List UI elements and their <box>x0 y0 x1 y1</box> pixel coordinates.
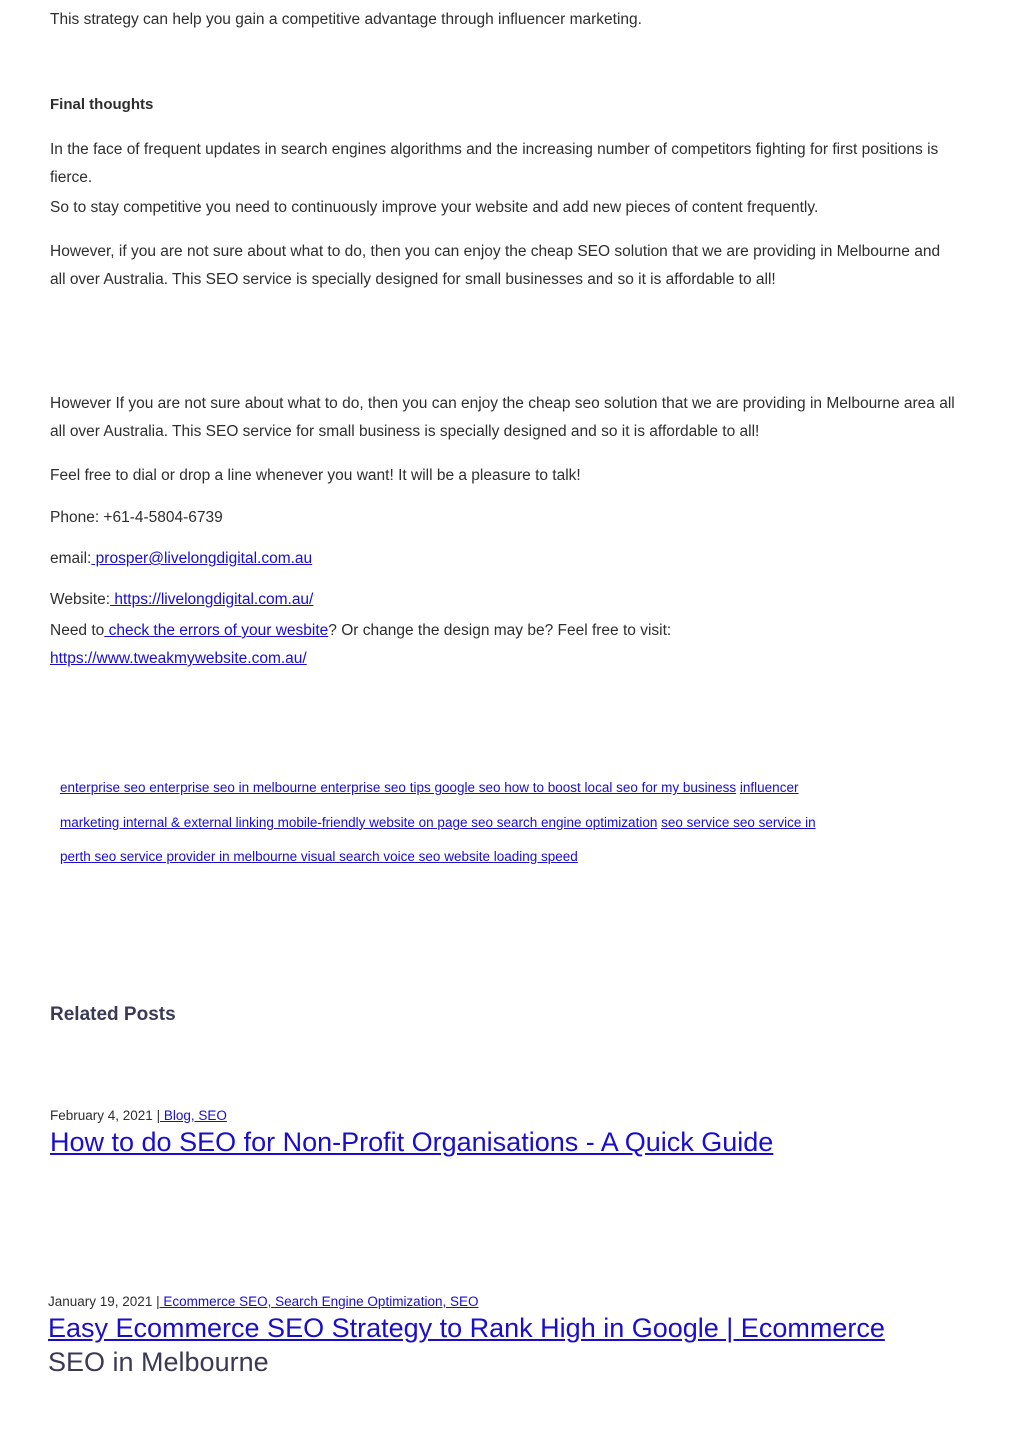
tag-link-influencer[interactable]: influencer <box>739 780 799 795</box>
website-label: Website: <box>50 591 111 608</box>
post-title-rest: SEO in Melbourne <box>48 1347 269 1377</box>
tag-link-group-2[interactable]: marketing internal & external linking mobile-friendly website on page seo search engine optimization <box>60 814 658 830</box>
tag-link-seo-service[interactable]: seo service seo service in <box>661 814 816 830</box>
post-title-link[interactable]: Easy Ecommerce SEO Strategy to Rank High in Google | Ecommerce <box>48 1313 885 1343</box>
contact-phone: Phone: +61-4-5804-6739 <box>50 509 223 526</box>
post-meta <box>48 1294 928 1309</box>
tag-line-2 <box>60 806 920 841</box>
contact-website-line <box>50 586 950 614</box>
paragraph-feel-free: Feel free to dial or drop a line whenever you want! It will be a pleasure to talk! <box>50 467 581 484</box>
post-categories-link[interactable]: Ecommerce SEO, Search Engine Optimization, SEO <box>159 1294 479 1309</box>
post-categories-link[interactable]: Blog, SEO <box>160 1108 227 1123</box>
tag-line-1 <box>60 771 920 806</box>
post-meta <box>50 1108 950 1123</box>
tweakmywebsite-link[interactable]: https://www.tweakmywebsite.com.au/ <box>50 650 307 667</box>
related-post-1 <box>50 1108 950 1159</box>
check-errors-link[interactable]: check the errors of your wesbite <box>104 622 329 639</box>
related-post-2 <box>48 1294 928 1379</box>
intro-tail-text: This strategy can help you gain a competitive advantage through influencer marketing. <box>50 11 642 28</box>
need-suffix: ? Or change the design may be? Feel free to visit: <box>328 622 672 639</box>
tag-cloud <box>60 771 920 875</box>
paragraph-stay-competitive: So to stay competitive you need to continuously improve your website and add new pieces of content frequently. <box>50 199 819 216</box>
post-title <box>48 1311 928 1379</box>
check-errors-line <box>50 617 950 673</box>
tag-link-group-3[interactable]: perth seo service provider in melbourne visual search voice seo website loading speed <box>60 849 578 864</box>
post-title <box>50 1125 950 1159</box>
post-title-link[interactable]: How to do SEO for Non-Profit Organisations - A Quick Guide <box>50 1127 774 1157</box>
related-posts-heading: Related Posts <box>50 1004 176 1025</box>
need-prefix: Need to <box>50 622 105 639</box>
website-link[interactable]: https://livelongdigital.com.au/ <box>110 591 314 608</box>
contact-email-line <box>50 545 950 573</box>
post-date: February 4, 2021 | <box>50 1108 161 1123</box>
tag-link-group-1[interactable]: enterprise seo enterprise seo in melbourne enterprise seo tips google seo how to boost local seo for my business <box>60 780 737 795</box>
final-thoughts-heading: Final thoughts <box>50 96 154 113</box>
email-label: email: <box>50 550 92 567</box>
paragraph-competition: In the face of frequent updates in search engines algorithms and the increasing number of competitors fighting for first positions is fierce. <box>50 141 939 186</box>
paragraph-cheap-seo: However, if you are not sure about what to do, then you can enjoy the cheap SEO solution that we are providing in Melbourne and all over Australia. This SEO service is specially designed for small businesses and so it is affordable to all! <box>50 243 941 288</box>
tag-line-3 <box>60 840 920 875</box>
post-date: January 19, 2021 | <box>48 1294 160 1309</box>
paragraph-cheap-seo-repeat: However If you are not sure about what to do, then you can enjoy the cheap seo solution that we are providing in Melbourne area all all over Australia. This SEO service for small business is specially designed and so it is affordable to all! <box>50 395 955 440</box>
email-link[interactable]: prosper@livelongdigital.com.au <box>91 550 313 567</box>
